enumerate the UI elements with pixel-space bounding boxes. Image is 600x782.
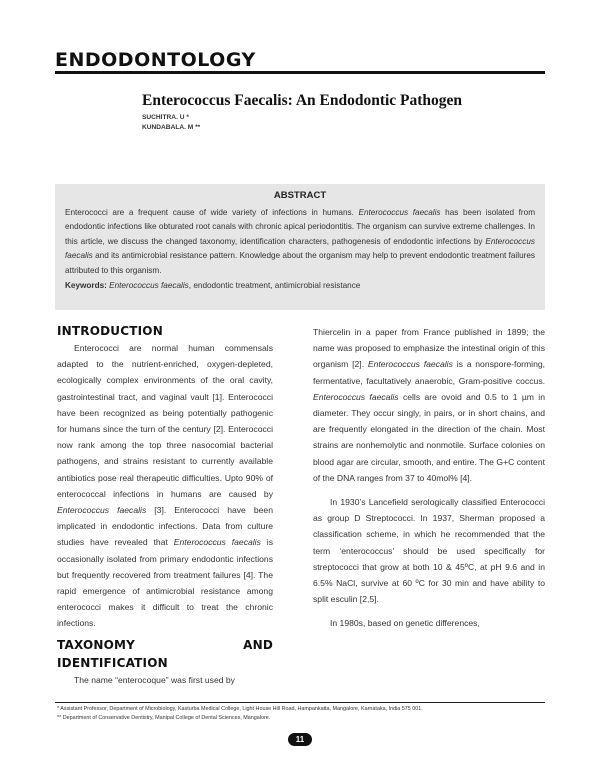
abstract-text-3: and its antimicrobial resistance pattern. Knowledge about the organism may help to prevent endodontic treatment failures attributed to this organism. xyxy=(65,251,535,275)
taxonomy-paragraph-start: The name “enterocoque” was first used by xyxy=(74,674,235,685)
keywords-organism: Enterococcus faecalis xyxy=(106,281,189,291)
intro-text-1: Enterococci are normal human commensals adapted to the nutrient-enriched, oxygen-depleted, ecologically complex environments of the oral cavity, gastrointestinal tract, and vaginal vault [1]. Enterococci have been recognized as being potentially pathogenic for humans since the turn of the century [2]. Enterococci now rank among the top three nasocomial bacterial pathogens, and strains resistant to currently available antibiotics pose real therapeutic difficulties. Upto 90% of enterococcal infections in humans are caused by xyxy=(57,343,273,499)
right-column xyxy=(313,324,545,632)
intro-organism-2: Enterococcus faecalis xyxy=(173,537,261,548)
author-2: KUNDABALA. M ** xyxy=(142,124,201,131)
right-text-2: is a nonspore-forming, fermentative, facultatively anaerobic, Gram-positive coccus. xyxy=(313,359,546,386)
page-number: 11 xyxy=(288,733,312,746)
intro-text-3: is occasionally isolated from primary endodontic infections but frequently recovered from treatment failures [4]. The rapid emergence of antimicrobial resistance among enterococci makes it difficult to treat the chronic infections. xyxy=(57,537,273,629)
intro-text-2: [3]. Enterococci have been implicated in endodontic infections. Data from culture studies have revealed that xyxy=(57,505,273,548)
right-text-1: Thiercelin in a paper from France published in 1899; the name was proposed to emphasize the intestinal origin of this organism [2]. xyxy=(313,327,545,370)
introduction-heading: INTRODUCTION xyxy=(57,324,163,338)
abstract-organism-2: Enterococcus faecalis xyxy=(65,236,535,261)
abstract-text-2: has been isolated from endodontic infections like obturated root canals with chronic apical periodontitis. The organism can survive extreme challenges. In this article, we discuss the changed taxonomy, identification characters, pathogenesis of endodontic infections by xyxy=(65,208,536,246)
footnote-1: * Assistant Professor, Department of Microbiology, Kasturba Medical College, Light House Hill Road, Hampankatta, Mangalore, Karnataka, India 575 001. xyxy=(57,706,423,712)
article-title: Enterococcus Faecalis: An Endodontic Pathogen xyxy=(142,92,463,109)
genetic-paragraph-start: In 1980s, based on genetic differences, xyxy=(330,618,480,629)
abstract-box xyxy=(55,184,545,310)
abstract-organism-1: Enterococcus faecalis xyxy=(358,208,441,217)
introduction-paragraph xyxy=(57,340,273,632)
keywords-rest: , endodontic treatment, antimicrobial resistance xyxy=(188,281,361,291)
footnote-rule xyxy=(55,702,545,703)
footnote-2: ** Department of Conservative Dentistry, Manipal College of Dental Sciences, Mangalore. xyxy=(57,715,271,721)
author-1: SUCHITRA. U * xyxy=(142,114,189,121)
keywords-label: Keywords: xyxy=(65,281,107,291)
section-header: ENDODONTOLOGY xyxy=(55,49,256,71)
lancefield-paragraph: In 1930’s Lancefield serologically classified Enterococci as group D Streptococci. In 1937, Sherman proposed a classification scheme, in which he recommended that the term ‘enterococcus’ should be used specifically for streptococci that grow at both 10 & 45ºC, at pH 9.6 and in 6.5% NaCl, survive at 60 ºC for 30 min and have ability to split esculin [2,5]. xyxy=(313,497,545,605)
abstract-text xyxy=(65,206,535,278)
header-rule xyxy=(55,71,545,74)
abstract-heading: ABSTRACT xyxy=(273,190,327,201)
left-column xyxy=(57,322,273,688)
abstract-text-1: Enterococci are a frequent cause of wide variety of infections in humans. xyxy=(65,208,359,217)
keywords xyxy=(65,281,535,290)
taxonomy-paragraph-continued xyxy=(313,324,545,486)
intro-organism-1: Enterococcus faecalis xyxy=(57,505,147,516)
right-organism-1: Enterococcus faecalis xyxy=(367,359,453,370)
right-organism-2: Enterococcus faecalis xyxy=(313,391,399,402)
right-text-3: cells are ovoid and 0.5 to 1 µm in diameter. They occur singly, in pairs, or in short chains, and are frequently elongated in the direction of the chain. Most strains are nonhemolytic and nonmotile. Surface colonies on blood agar are circular, smooth, and entire. The G+C content of the DNA ranges from 37 to 40mol% [4]. xyxy=(313,391,546,483)
taxonomy-heading: TAXONOMY AND IDENTIFICATION xyxy=(57,637,273,670)
